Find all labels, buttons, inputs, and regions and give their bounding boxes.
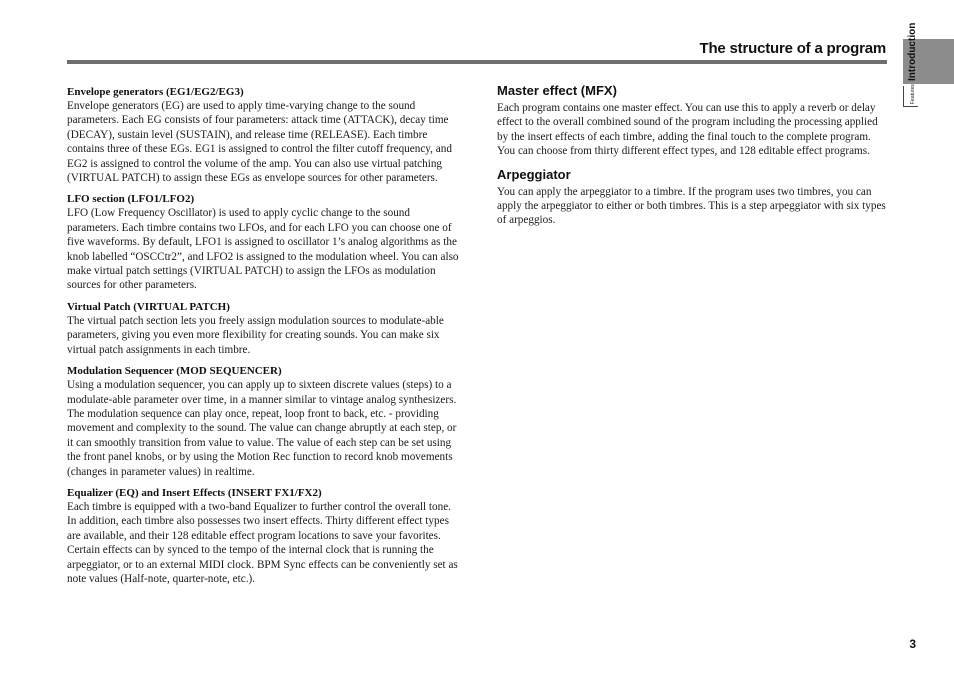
section-heading: Equalizer (EQ) and Insert Effects (INSERT FX1/FX2) (67, 486, 322, 499)
section-body: Envelope generators (EG) are used to apply time-varying change to the sound parameters. Each EG consists of four parameters: attack time (ATTACK), decay time (DECAY), sustain level (SUSTAIN), and release time (RELEASE). Each timbre contains three of these EGs. EG1 is assigned to control the filter cutoff frequency, and EG2 is assigned to control the volume of the amp. You can also use virtual patching (VIRTUAL PATCH) to assign these EGs as envelope sources for other parameters. (67, 100, 452, 185)
section-heading: Arpeggiator (497, 166, 571, 182)
section-mod-sequencer (67, 364, 459, 479)
page-number: 3 (909, 637, 916, 651)
section-body: You can apply the arpeggiator to a timbre. If the program uses two timbres, you can apply the arpeggiator to either or both timbres. This is a step arpeggiator with six types of arpeggios. (497, 185, 886, 227)
page-title: The structure of a program (699, 40, 886, 57)
section-eq-insert-fx (67, 486, 459, 586)
section-body: Each timbre is equipped with a two-band Equalizer to further control the overall tone. In addition, each timbre also possesses two insert effects. Thirty different effect types are available, and their 128 editable effect program locations to save your favorites. Certain effects can by synced to the tempo of the internal clock that is running the arpeggiator, or to an external MIDI clock. BPM Sync effects can be conveniently set as note values (Half-note, quarter-note, etc.). (67, 500, 458, 585)
section-heading: Virtual Patch (VIRTUAL PATCH) (67, 300, 230, 313)
section-virtual-patch (67, 300, 459, 357)
section-heading: Envelope generators (EG1/EG2/EG3) (67, 86, 244, 98)
section-body: LFO (Low Frequency Oscillator) is used to apply cyclic change to the sound parameters. Each timbre contains two LFOs, and for each LFO you can choose one of five waveforms. By default, LFO1 is assigned to oscillator 1’s analog algorithms as the knob labelled “OSCCtr2”, and LFO2 is assigned to the modulation wheel. You can also make virtual patch settings (VIRTUAL PATCH) to assign the LFOs as modulation sources for other parameters. (67, 207, 459, 292)
section-arpeggiator (497, 167, 889, 228)
section-lfo (67, 192, 459, 292)
section-master-effect (497, 83, 889, 159)
section-heading: LFO section (LFO1/LFO2) (67, 193, 195, 206)
section-envelope-generators (67, 85, 459, 185)
right-column (497, 83, 889, 236)
title-rule (67, 60, 887, 64)
section-body: Using a modulation sequencer, you can apply up to sixteen discrete values (steps) to a modulate-able parameter over time, in a manner similar to vintage analog synthesizers. The modulation sequence can play once, repeat, loop front to back, etc. - providing movement and complexity to the sound. The value can change abruptly at each step, or it can smoothly transition from value to value. The value of each step can be set using the front panel knobs, or by using the Motion Rec function to record knob movements (changes in parameter values) in realtime. (67, 379, 457, 478)
left-column (67, 85, 459, 593)
side-tab-label: Introduction (907, 22, 918, 81)
section-body: The virtual patch section lets you freely assign modulation sources to modulate-able parameters, giving you even more flexibility for creating sounds. You can make six virtual patch assignments in each timbre. (67, 314, 444, 356)
section-body: Each program contains one master effect. You can use this to apply a reverb or delay effect to the overall combined sound of the program including the processing applied by the insert effects of each timbre, adding the final touch to the complete program. You can choose from thirty different effect types, and 128 editable effect programs. (497, 102, 878, 158)
section-heading: Modulation Sequencer (MOD SEQUENCER) (67, 365, 282, 378)
section-heading: Master effect (MFX) (497, 83, 617, 98)
side-subtab-label: Features (910, 84, 916, 104)
